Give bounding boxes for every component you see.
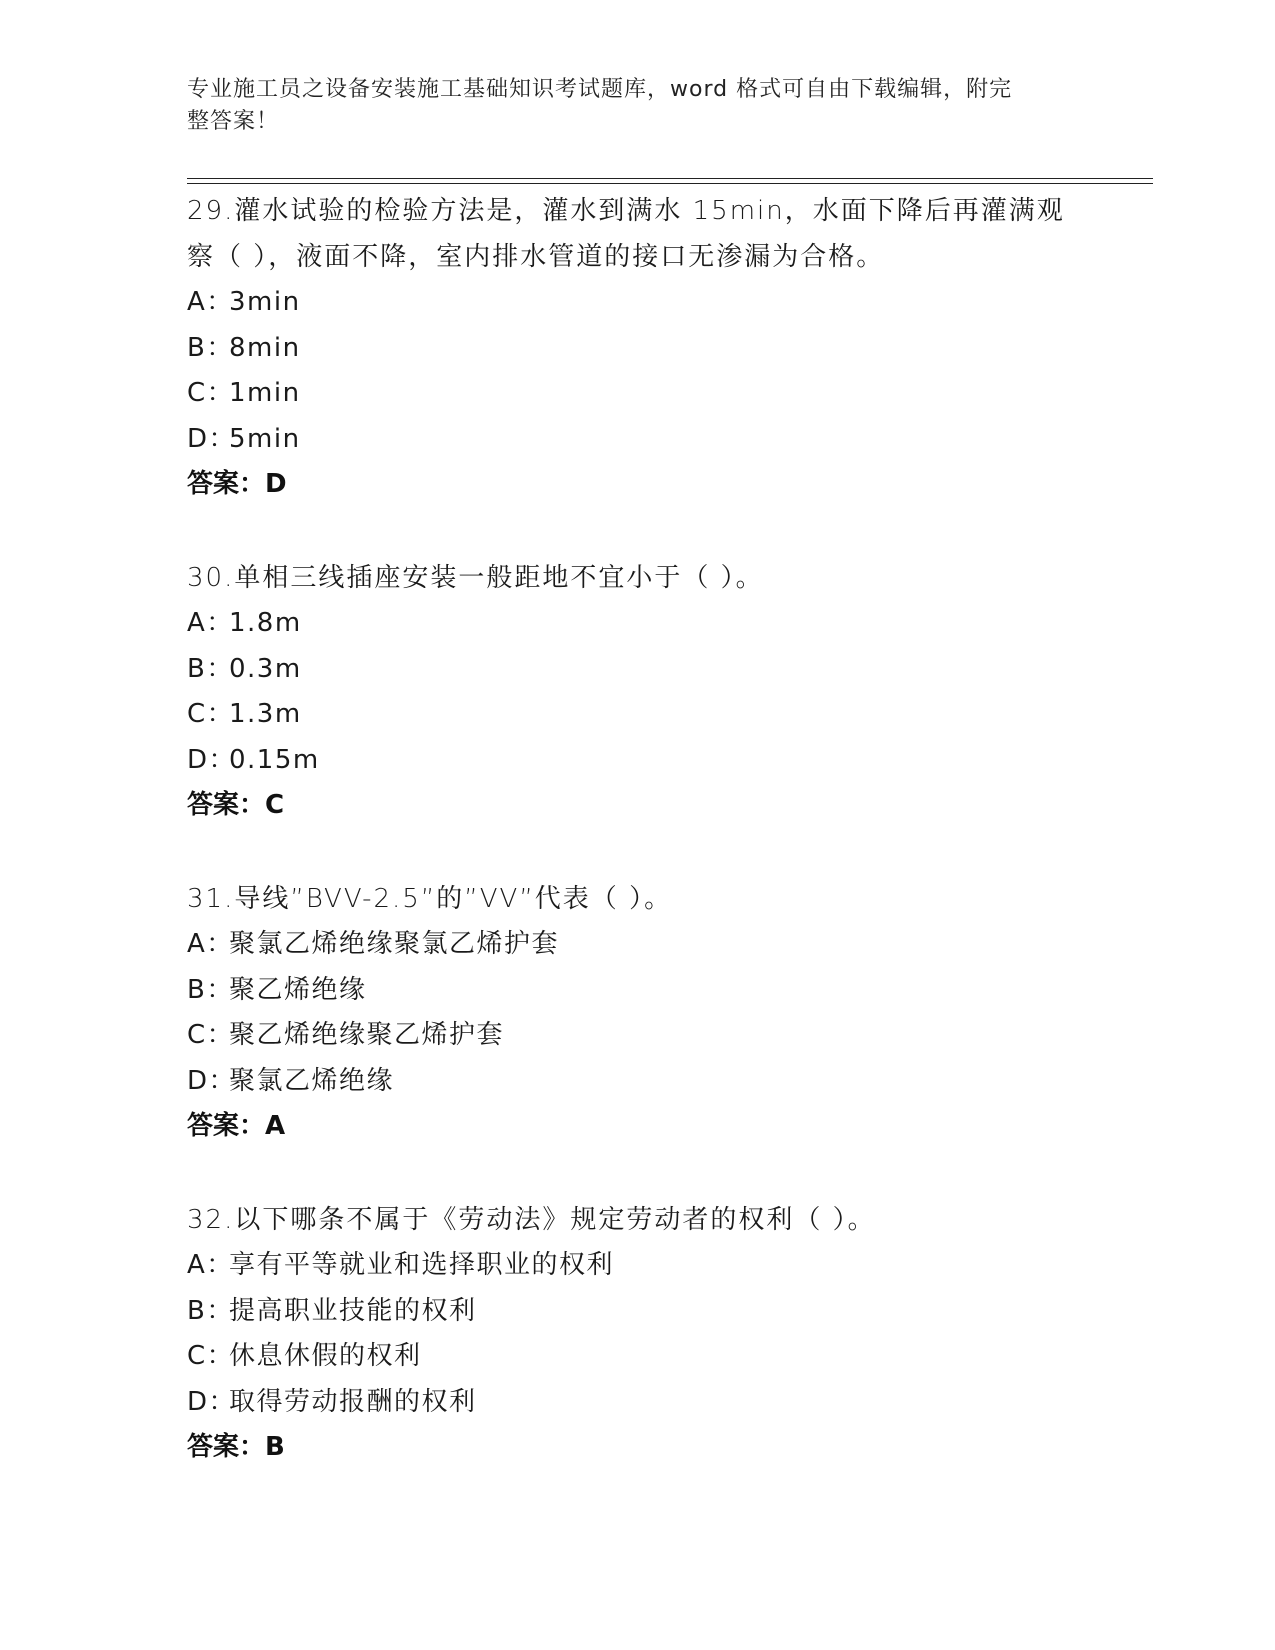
question-32 bbox=[187, 1197, 1087, 1469]
option-text: 0.3m bbox=[229, 653, 302, 684]
option-key: D： bbox=[187, 744, 237, 775]
option-key: D： bbox=[187, 1065, 237, 1096]
option-key: C： bbox=[187, 1020, 235, 1050]
option-key: B： bbox=[187, 332, 234, 363]
option-b bbox=[187, 968, 1087, 1014]
option-a bbox=[187, 1243, 1087, 1289]
option-text: 聚乙烯绝缘 bbox=[229, 974, 367, 1005]
option-key: D： bbox=[187, 1386, 237, 1417]
question-stem: 29.灌水试验的检验方法是，灌水到满水 15min，水面下降后再灌满观 bbox=[187, 196, 1065, 226]
option-text: 聚氯乙烯绝缘聚氯乙烯护套 bbox=[229, 929, 560, 959]
option-key: A： bbox=[187, 1250, 234, 1280]
header-divider-bottom bbox=[187, 183, 1153, 184]
option-c bbox=[187, 371, 1087, 417]
option-key: B： bbox=[187, 653, 234, 684]
option-key: D： bbox=[187, 423, 237, 454]
option-a bbox=[187, 601, 1087, 647]
option-d bbox=[187, 417, 1087, 463]
answer-line: 答案：C bbox=[187, 790, 285, 820]
option-b bbox=[187, 647, 1087, 693]
option-a bbox=[187, 922, 1087, 968]
question-stem: 31.导线”BVV-2.5”的”VV”代表（ ）。 bbox=[187, 884, 673, 914]
option-text: 0.15m bbox=[229, 744, 320, 775]
option-key: B： bbox=[187, 1295, 234, 1326]
option-b bbox=[187, 326, 1087, 372]
option-text: 1.3m bbox=[229, 699, 302, 729]
option-key: C： bbox=[187, 1341, 235, 1371]
option-text: 1min bbox=[229, 378, 301, 408]
question-29 bbox=[187, 188, 1087, 506]
question-30 bbox=[187, 555, 1087, 827]
option-text: 8min bbox=[229, 332, 301, 363]
header-line-2: 整答案！ bbox=[187, 109, 280, 134]
question-list bbox=[187, 188, 1087, 1518]
option-text: 取得劳动报酬的权利 bbox=[229, 1386, 477, 1417]
option-c bbox=[187, 1334, 1087, 1380]
option-text: 休息休假的权利 bbox=[229, 1341, 422, 1371]
option-text: 聚乙烯绝缘聚乙烯护套 bbox=[229, 1020, 505, 1050]
header-divider-top bbox=[187, 178, 1153, 179]
option-text: 1.8m bbox=[229, 608, 302, 638]
question-31 bbox=[187, 876, 1087, 1148]
document-header bbox=[187, 74, 1067, 138]
option-key: C： bbox=[187, 378, 235, 408]
option-a bbox=[187, 280, 1087, 326]
option-key: B： bbox=[187, 974, 234, 1005]
option-key: A： bbox=[187, 608, 234, 638]
option-key: C： bbox=[187, 699, 235, 729]
option-b bbox=[187, 1289, 1087, 1335]
option-text: 3min bbox=[229, 287, 301, 317]
option-key: A： bbox=[187, 929, 234, 959]
option-text: 聚氯乙烯绝缘 bbox=[229, 1065, 395, 1096]
option-d bbox=[187, 1380, 1087, 1426]
option-c bbox=[187, 692, 1087, 738]
option-key: A： bbox=[187, 287, 234, 317]
option-text: 提高职业技能的权利 bbox=[229, 1295, 477, 1326]
answer-line: 答案：A bbox=[187, 1111, 286, 1141]
option-c bbox=[187, 1013, 1087, 1059]
option-text: 享有平等就业和选择职业的权利 bbox=[229, 1250, 615, 1280]
header-line-1: 专业施工员之设备安装施工基础知识考试题库，word 格式可自由下载编辑，附完 bbox=[187, 77, 1013, 102]
option-text: 5min bbox=[229, 423, 301, 454]
question-stem: 32.以下哪条不属于《劳动法》规定劳动者的权利（ ）。 bbox=[187, 1205, 876, 1235]
question-stem: 30.单相三线插座安装一般距地不宜小于（ ）。 bbox=[187, 563, 764, 593]
question-stem-continued: 察（ ），液面不降，室内排水管道的接口无渗漏为合格。 bbox=[187, 242, 885, 272]
option-d bbox=[187, 738, 1087, 784]
answer-line: 答案：D bbox=[187, 469, 287, 499]
option-d bbox=[187, 1059, 1087, 1105]
answer-line: 答案：B bbox=[187, 1432, 285, 1462]
